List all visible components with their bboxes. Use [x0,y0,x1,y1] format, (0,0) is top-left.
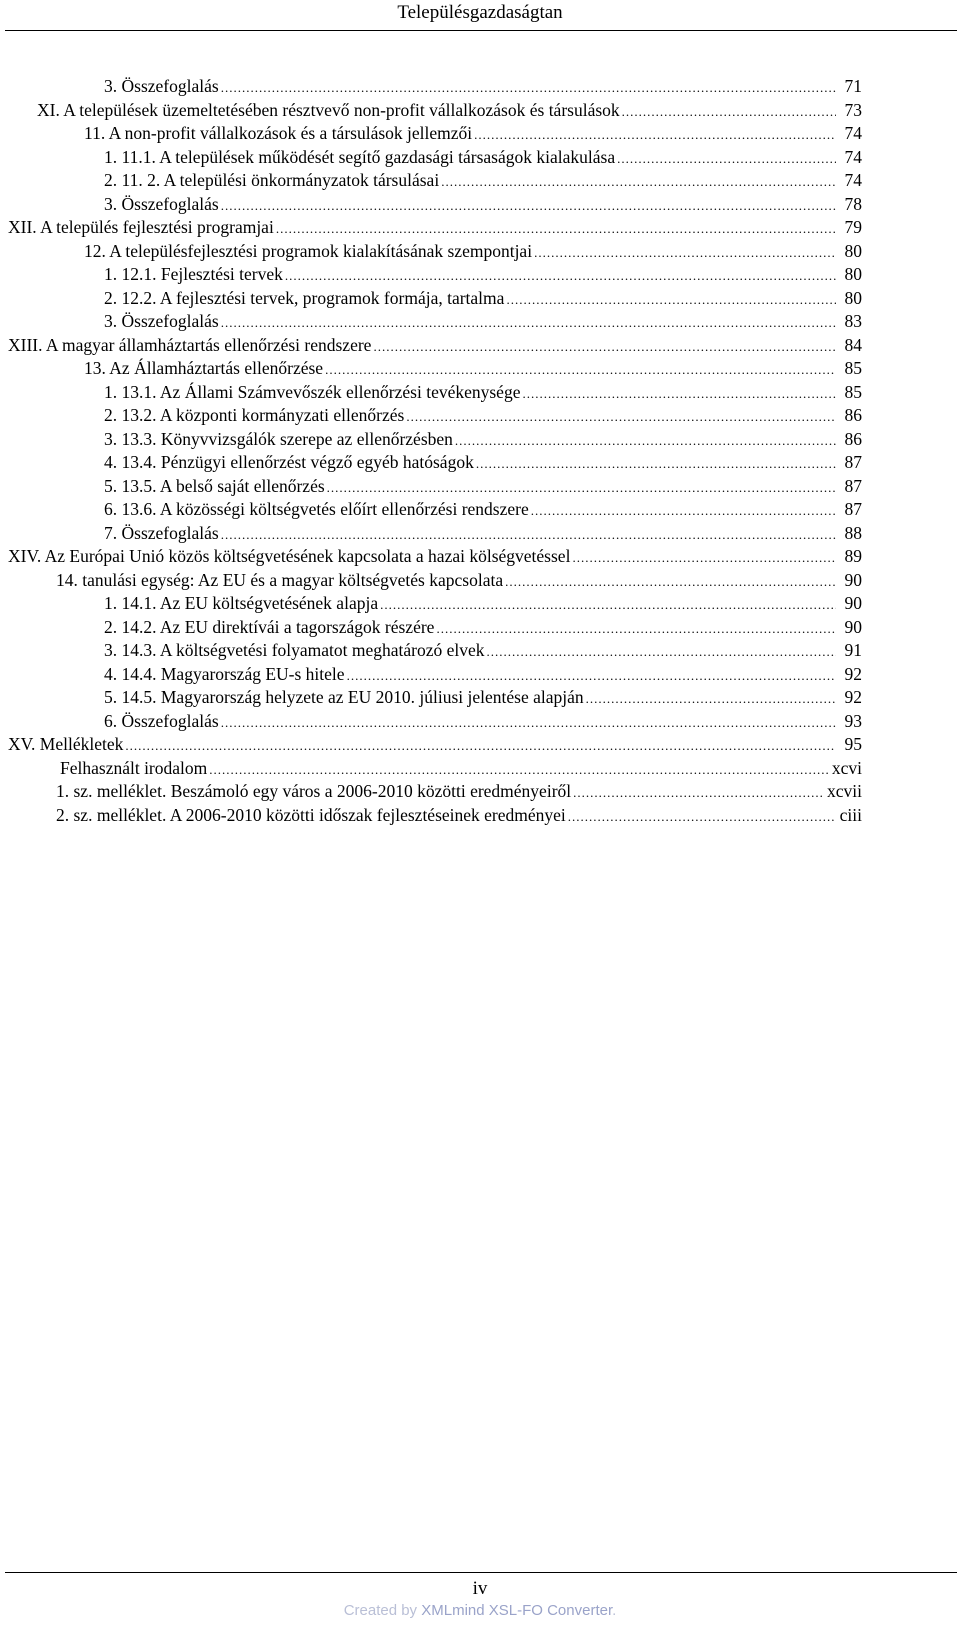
toc-entry-label: XI. A települések üzemeltetésében résztvevő non-profit vállalkozások és társulások [37,99,620,120]
toc-dot-leader [221,311,836,335]
toc-entry[interactable] [104,591,862,615]
toc-entry[interactable] [104,286,862,310]
toc-dot-leader [373,335,836,359]
toc-entry-page: 93 [844,710,862,731]
toc-entry-page: 87 [844,452,862,472]
toc-entry-page: 87 [844,499,862,519]
toc-entry-page: 85 [844,381,862,402]
toc-dot-leader [505,570,836,594]
toc-entry-page: 74 [844,170,862,190]
toc-entry-label: 2. 13.2. A központi kormányzati ellenőrzés [104,405,405,425]
toc-entry-label: 1. sz. melléklet. Beszámoló egy város a 2006-2010 közötti eredményeiről [56,781,572,801]
toc-entry[interactable] [104,427,862,451]
toc-entry-label: 5. 13.5. A belső saját ellenőrzés [104,475,325,496]
toc-dot-leader [622,100,836,124]
toc-entry-label: 13. Az Államháztartás ellenőrzése [84,358,324,378]
toc-dot-leader [573,781,823,805]
toc-entry-label: XII. A település fejlesztési programjai [8,217,274,237]
toc-entry-page: 80 [844,287,862,308]
toc-entry-label: 11. A non-profit vállalkozások és a társulások jellemzői [84,123,473,143]
toc-entry-label: 2. 12.2. A fejlesztési tervek, programok formája, tartalma [104,287,505,308]
toc-entry[interactable] [56,803,862,827]
toc-entry[interactable] [104,615,862,639]
toc-entry-page: 91 [844,640,862,660]
toc-entry-label: 3. 13.3. Könyvvizsgálók szerepe az ellenőrzésben [104,428,453,449]
toc-entry-label: XIV. Az Európai Unió közös költségvetésének kapcsolata a hazai kölségvetéssel [8,546,571,566]
toc-entry-label: 3. Összefoglalás [104,193,219,214]
toc-entry[interactable] [104,709,862,733]
toc-dot-leader [285,264,836,288]
toc-entry[interactable] [8,333,862,357]
toc-entry-label: 1. 12.1. Fejlesztési tervek [104,264,283,284]
toc-dot-leader [347,664,836,688]
toc-entry-label: XV. Mellékletek [8,734,124,754]
page-header [0,0,960,26]
toc-entry[interactable] [37,98,862,122]
toc-entry-page: 84 [844,334,862,355]
toc-entry-page: 73 [844,99,862,120]
toc-dot-leader [209,758,828,782]
toc-dot-leader [474,123,836,147]
toc-entry-page: 95 [844,734,862,754]
toc-entry-page: 92 [844,663,862,684]
toc-entry[interactable] [8,215,862,239]
toc-entry[interactable] [104,380,862,404]
toc-entry[interactable] [104,662,862,686]
toc-entry-page: 80 [844,264,862,284]
toc-dot-leader [125,734,836,758]
toc-entry-label: 3. Összefoglalás [104,76,219,96]
toc-entry-label: 3. Összefoglalás [104,311,219,331]
toc-entry[interactable] [56,568,862,592]
toc-entry-page: 74 [844,123,862,143]
toc-entry-label: 12. A településfejlesztési programok kialakításának szempontjai [84,240,533,261]
toc-entry-label: 14. tanulási egység: Az EU és a magyar költségvetés kapcsolata [56,569,504,590]
toc-entry-page: ciii [839,804,862,825]
toc-entry-page: 90 [844,616,862,637]
converter-watermark [0,1601,960,1621]
toc-dot-leader [617,147,836,171]
toc-dot-leader [522,382,836,406]
running-title: Településgazdaságtan [397,2,563,23]
toc-dot-leader [455,429,836,453]
toc-entry-label: 6. Összefoglalás [104,710,219,731]
toc-entry-label: 7. Összefoglalás [104,522,219,543]
toc-entry[interactable] [104,309,862,333]
toc-entry-label: 2. sz. melléklet. A 2006-2010 közötti időszak fejlesztéseinek eredményei [56,804,566,825]
toc-dot-leader [534,241,836,265]
toc-dot-leader [406,405,836,429]
footer-divider [5,1572,957,1573]
toc-entry-label: 4. 14.4. Magyarország EU-s hitele [104,663,345,684]
toc-dot-leader [327,476,836,500]
toc-entry-label: 5. 14.5. Magyarország helyzete az EU 2010. júliusi jelentése alapján [104,687,584,707]
toc-entry-page: xcvii [827,781,862,801]
toc-entry[interactable] [104,145,862,169]
toc-entry-label: 4. 13.4. Pénzügyi ellenőrzést végző egyéb hatóságok [104,452,474,472]
toc-entry-label: XIII. A magyar államháztartás ellenőrzési rendszere [8,334,372,355]
toc-entry-page: 80 [844,240,862,261]
toc-entry[interactable] [104,474,862,498]
toc-entry[interactable] [84,239,862,263]
watermark-suffix: . [612,1602,617,1619]
toc-entry-label: 3. 14.3. A költségvetési folyamatot meghatározó elvek [104,640,485,660]
toc-entry-page: 90 [844,569,862,590]
toc-dot-leader [531,499,836,523]
toc-dot-leader [436,617,836,641]
toc-entry-label: 1. 13.1. Az Állami Számvevőszék ellenőrzési tevékenysége [104,381,521,402]
toc-entry-page: 78 [844,193,862,214]
toc-entry[interactable] [84,356,862,380]
toc-entry-page: 74 [844,146,862,167]
toc-entry[interactable] [56,779,862,803]
toc-entry[interactable] [104,685,862,709]
toc-entry-label: 2. 11. 2. A települési önkormányzatok társulásai [104,170,440,190]
toc-dot-leader [441,170,836,194]
toc-entry-page: 87 [844,475,862,496]
toc-dot-leader [506,288,836,312]
toc-entry[interactable] [104,450,862,474]
toc-dot-leader [586,687,836,711]
toc-dot-leader [380,593,836,617]
toc-entry-page: 86 [844,405,862,425]
page-number: iv [472,1578,488,1599]
watermark-prefix: Created by [343,1602,422,1619]
toc-entry-label: Felhasznált irodalom [60,757,208,778]
toc-dot-leader [568,805,836,829]
watermark-brand: XMLmind XSL-FO Converter [421,1602,613,1619]
toc-entry-page: xcvi [831,757,862,778]
toc-dot-leader [572,546,836,570]
toc-dot-leader [221,711,836,735]
toc-dot-leader [487,640,836,664]
toc-entry[interactable] [104,497,862,521]
toc-entry-page: 88 [844,522,862,543]
toc-entry-label: 2. 14.2. Az EU direktívái a tagországok részére [104,616,435,637]
toc-entry[interactable] [60,756,862,780]
toc-entry-page: 85 [844,358,862,378]
toc-entry-label: 1. 11.1. A települések működését segítő gazdasági társaságok kialakulása [104,146,616,167]
toc-entry-page: 92 [844,687,862,707]
toc-dot-leader [221,76,836,100]
toc-entry-page: 83 [844,311,862,331]
toc-entry[interactable] [84,121,862,145]
toc-dot-leader [325,358,836,382]
header-divider [5,30,957,31]
toc-entry-page: 90 [844,593,862,613]
toc-entry-label: 1. 14.1. Az EU költségvetésének alapja [104,593,379,613]
toc-entry[interactable] [104,168,862,192]
toc-dot-leader [476,452,836,476]
toc-entry-page: 89 [844,546,862,566]
toc-entry[interactable] [104,521,862,545]
toc-entry[interactable] [104,403,862,427]
toc-entry[interactable] [8,732,862,756]
toc-entry[interactable] [104,74,862,98]
toc-entry-page: 86 [844,428,862,449]
toc-dot-leader [221,523,836,547]
toc-entry[interactable] [104,192,862,216]
toc-entry[interactable] [104,638,862,662]
toc-entry[interactable] [104,262,862,286]
toc-entry-page: 71 [844,76,862,96]
toc-dot-leader [221,194,836,218]
toc-dot-leader [276,217,836,241]
toc-entry-page: 79 [844,217,862,237]
toc-entry-label: 6. 13.6. A közösségi költségvetés előírt ellenőrzési rendszere [104,499,529,519]
toc-entry[interactable] [8,544,862,568]
